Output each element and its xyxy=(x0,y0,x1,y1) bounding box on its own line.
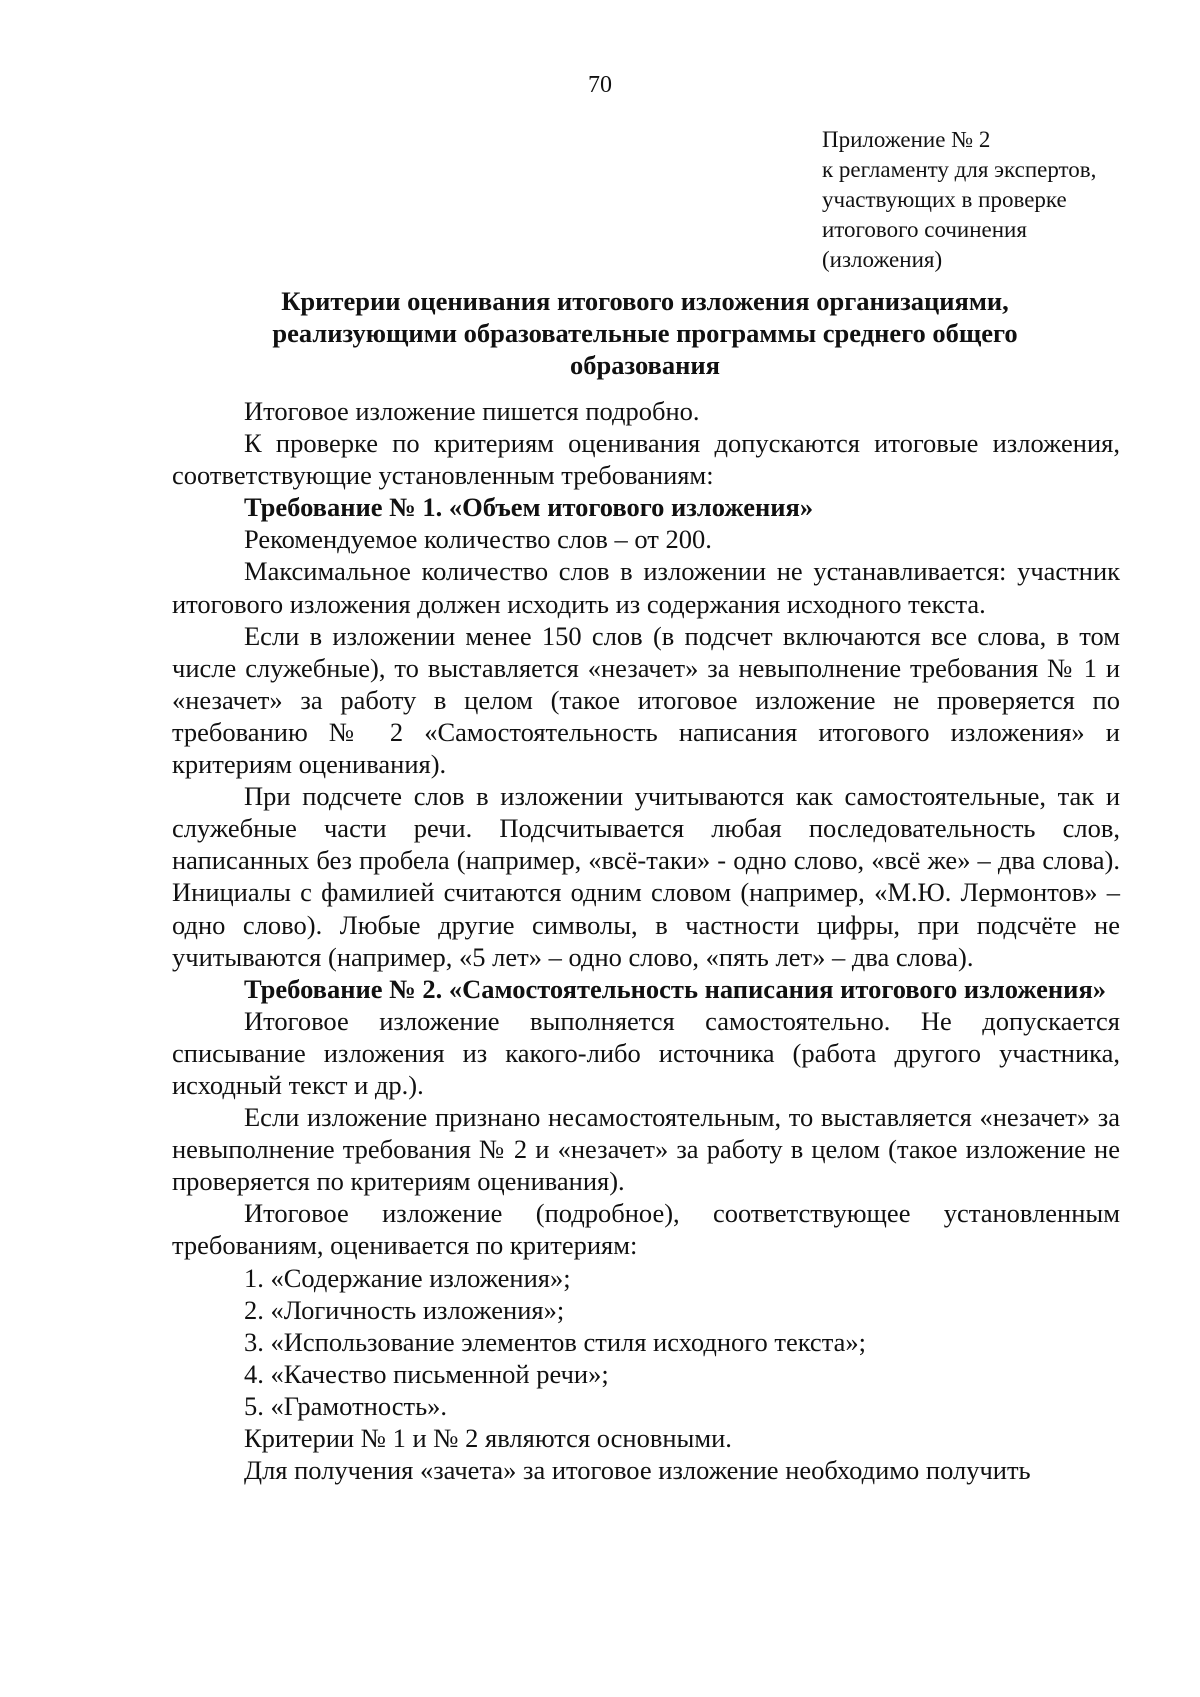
document-body xyxy=(172,395,1120,1486)
criteria-list-item: 5. «Грамотность». xyxy=(244,1390,448,1421)
document-title xyxy=(170,285,1120,381)
criteria-list-item: 2. «Логичность изложения»; xyxy=(244,1294,565,1325)
appendix-line: (изложения) xyxy=(822,247,943,272)
appendix-note xyxy=(822,125,1182,275)
paragraph-criteria-intro: Итоговое изложение (подробное), соответствующее установленным требованиям, оценивается по критериям: xyxy=(172,1198,1120,1261)
title-line: Критерии оценивания итогового изложения организациями, xyxy=(281,286,1009,316)
paragraph-main-criteria: Критерии № 1 и № 2 являются основными. xyxy=(244,1423,732,1453)
paragraph-max-count: Максимальное количество слов в изложении не устанавливается: участник итогового изложения должен исходить из содержания исходного текста. xyxy=(172,556,1120,619)
requirement-2-heading: Требование № 2. «Самостоятельность написания итогового изложения» xyxy=(244,973,1107,1004)
paragraph-intro: Итоговое изложение пишется подробно. xyxy=(244,396,700,426)
paragraph-admission: К проверке по критериям оценивания допускаются итоговые изложения, соответствующие установленным требованиям: xyxy=(172,428,1120,491)
paragraph-pass-condition: Для получения «зачета» за итоговое изложение необходимо получить xyxy=(244,1455,1031,1486)
appendix-line: участвующих в проверке xyxy=(822,187,1067,212)
criteria-list-item: 1. «Содержание изложения»; xyxy=(244,1262,571,1293)
appendix-line: к регламенту для экспертов, xyxy=(822,157,1097,182)
criteria-list-item: 3. «Использование элементов стиля исходного текста»; xyxy=(244,1326,866,1357)
title-line: реализующими образовательные программы среднего общего xyxy=(272,318,1018,348)
title-line: образования xyxy=(569,350,720,380)
paragraph-word-count-rules: При подсчете слов в изложении учитываются как самостоятельные, так и служебные части речи. Подсчитывается любая последовательность слов, написанных без пробела (например, «всё-таки» - одно слово, «всё же» – два слова). Инициалы с фамилией считаются одним словом (например, «М.Ю. Лермонтов» – одно слово). Любые другие символы, в частности цифры, при подсчёте не учитываются (например, «5 лет» – одно слово, «пять лет» – два слова). xyxy=(172,781,1120,972)
paragraph-not-independent: Если изложение признано несамостоятельным, то выставляется «незачет» за невыполнение требования № 2 и «незачет» за работу в целом (такое изложение не проверяется по критериям оценивания). xyxy=(172,1102,1120,1197)
paragraph-recommended-count: Рекомендуемое количество слов – от 200. xyxy=(244,524,712,555)
page-number: 70 xyxy=(588,72,612,98)
criteria-list-item: 4. «Качество письменной речи»; xyxy=(244,1358,609,1389)
paragraph-independence: Итоговое изложение выполняется самостоятельно. Не допускается списывание изложения из какого-либо источника (работа другого участника, исходный текст и др.). xyxy=(172,1005,1120,1100)
requirement-1-heading: Требование № 1. «Объем итогового изложения» xyxy=(244,492,814,523)
appendix-line: итогового сочинения xyxy=(822,217,1027,242)
paragraph-under-150: Если в изложении менее 150 слов (в подсчет включаются все слова, в том числе служебные), то выставляется «незачет» за невыполнение требования № 1 и «незачет» за работу в целом (такое итоговое изложение не проверяется по требованию № 2 «Самостоятельность написания итогового изложения» и критериям оценивания). xyxy=(172,620,1120,780)
appendix-line: Приложение № 2 xyxy=(822,127,991,152)
